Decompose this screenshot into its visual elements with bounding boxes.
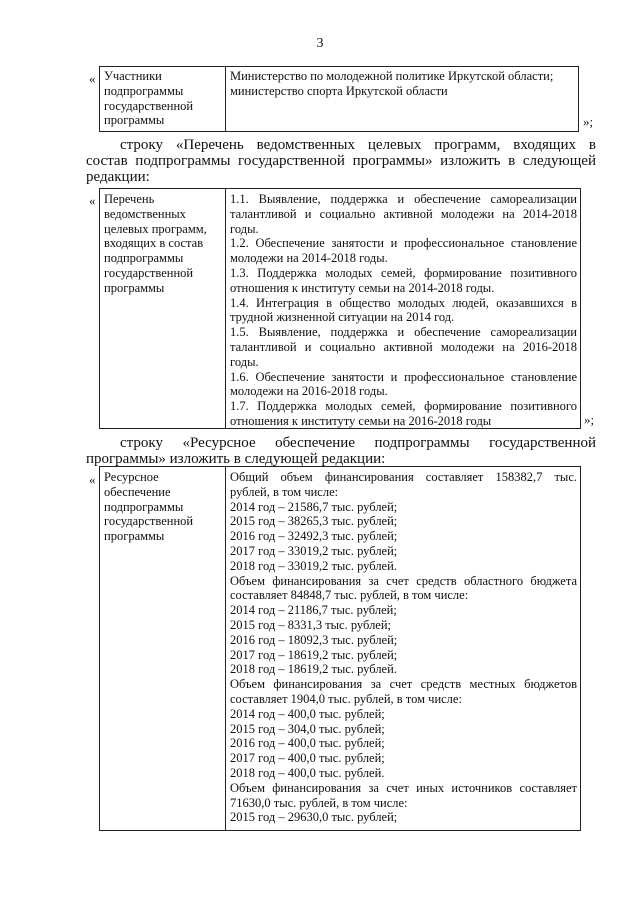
label-line: входящих в состав (104, 236, 204, 251)
table-divider (225, 467, 226, 830)
label-line: государственной (104, 265, 194, 280)
label-line: ведомственных (104, 206, 186, 221)
value-line: составляет 84848,7 тыс. рублей, в том числе: (230, 588, 469, 603)
label-line: программы (104, 280, 165, 295)
value-line: 2017 год – 33019,2 тыс. рублей; (230, 543, 398, 558)
value-line: годы. (230, 221, 259, 236)
label-line: программы (104, 529, 165, 544)
value-line: отношения к институту семьи на 2016-2018 годы (230, 413, 492, 428)
instruction-paragraph-2 (86, 435, 596, 467)
paragraph-line: редакции: (86, 169, 150, 185)
value-line: 2016 год – 32492,3 тыс. рублей; (230, 529, 398, 544)
instruction-paragraph-1 (86, 137, 596, 185)
value-line: талантливой и социально активной молодежи на 2016-2018 (230, 339, 577, 354)
value-line: 2015 год – 29630,0 тыс. рублей; (230, 810, 398, 825)
value-line: годы. (230, 354, 259, 369)
value-line: Объем финансирования за счет иных источников составляет (230, 780, 577, 795)
resources-value (230, 470, 577, 825)
paragraph-line: строку «Перечень ведомственных целевых программ, входящих в (120, 137, 596, 153)
opening-quote: « (89, 193, 96, 208)
paragraph-line: программы» изложить в следующей редакции: (86, 451, 386, 467)
page-number: 3 (316, 36, 324, 51)
value-line: 2016 год – 18092,3 тыс. рублей; (230, 632, 398, 647)
value-line: Объем финансирования за счет средств областного бюджета (230, 573, 577, 588)
label-line: программы (104, 113, 165, 128)
participants-label (104, 69, 222, 128)
value-line: 2016 год – 400,0 тыс. рублей; (230, 736, 385, 751)
value-line: 2018 год – 33019,2 тыс. рублей. (230, 558, 397, 573)
value-line: составляет 1904,0 тыс. рублей, в том числе: (230, 691, 462, 706)
target-programs-label (104, 192, 224, 296)
label-line: подпрограммы (104, 83, 184, 98)
participants-value (230, 69, 575, 99)
value-line: молодежи на 2014-2018 годы. (230, 251, 388, 266)
value-line: 2017 год – 400,0 тыс. рублей; (230, 751, 385, 766)
value-line: 2018 год – 400,0 тыс. рублей. (230, 765, 385, 780)
label-line: подпрограммы (104, 251, 184, 266)
value-line: министерство спорта Иркутской области (230, 83, 448, 98)
value-line: 1.7. Поддержка молодых семей, формирование позитивного (230, 399, 577, 414)
value-line: 1.4. Интеграция в общество молодых людей, оказавшихся в (230, 295, 577, 310)
value-line: 71630,0 тыс. рублей, в том числе: (230, 795, 408, 810)
value-line: 1.5. Выявление, поддержка и обеспечение самореализации (230, 325, 577, 340)
value-line: 2015 год – 8331,3 тыс. рублей; (230, 617, 392, 632)
opening-quote: « (89, 71, 96, 86)
closing-quote: »; (583, 114, 594, 129)
value-line: 2017 год – 18619,2 тыс. рублей; (230, 647, 398, 662)
table-divider (225, 67, 226, 131)
value-line: Объем финансирования за счет средств местных бюджетов (230, 677, 577, 692)
value-line: 2014 год – 21186,7 тыс. рублей; (230, 603, 397, 618)
value-line: 1.3. Поддержка молодых семей, формирование позитивного (230, 265, 577, 280)
label-line: подпрограммы (104, 499, 184, 514)
label-line: целевых программ, (104, 221, 207, 236)
value-line: Общий объем финансирования составляет 158382,7 тыс. (230, 470, 577, 484)
label-line: государственной (104, 514, 194, 529)
value-line: 1.2. Обеспечение занятости и профессиональное становление (230, 236, 577, 251)
value-line: талантливой и социально активной молодежи на 2014-2018 (230, 206, 577, 221)
value-line: отношения к институту семьи на 2014-2018 годы. (230, 280, 495, 295)
label-line: Перечень (104, 192, 155, 206)
target-programs-value (230, 192, 577, 429)
paragraph-line: состав подпрограммы государственной программы» изложить в следующей (86, 153, 596, 169)
table-divider (225, 189, 226, 428)
paragraph-line: строку «Ресурсное обеспечение подпрограммы государственной (120, 435, 596, 451)
value-line: 2014 год – 400,0 тыс. рублей; (230, 706, 385, 721)
opening-quote: « (89, 472, 96, 487)
closing-quote: »; (584, 412, 595, 427)
value-line: 1.6. Обеспечение занятости и профессиональное становление (230, 369, 577, 384)
label-line: обеспечение (104, 484, 171, 499)
value-line: молодежи на 2016-2018 годы. (230, 384, 388, 399)
label-line: Участники (104, 69, 162, 83)
value-line: 2015 год – 304,0 тыс. рублей; (230, 721, 385, 736)
label-line: государственной (104, 98, 194, 113)
value-line: 2015 год – 38265,3 тыс. рублей; (230, 514, 398, 529)
value-line: Министерство по молодежной политике Иркутской области; (230, 69, 554, 83)
value-line: 2014 год – 21586,7 тыс. рублей; (230, 499, 398, 514)
value-line: 1.1. Выявление, поддержка и обеспечение самореализации (230, 192, 577, 206)
value-line: трудной жизненной ситуации на 2014 год. (230, 310, 455, 325)
value-line: рублей, в том числе: (230, 484, 339, 499)
value-line: 2018 год – 18619,2 тыс. рублей. (230, 662, 397, 677)
resources-label (104, 470, 224, 544)
label-line: Ресурсное (104, 470, 159, 484)
